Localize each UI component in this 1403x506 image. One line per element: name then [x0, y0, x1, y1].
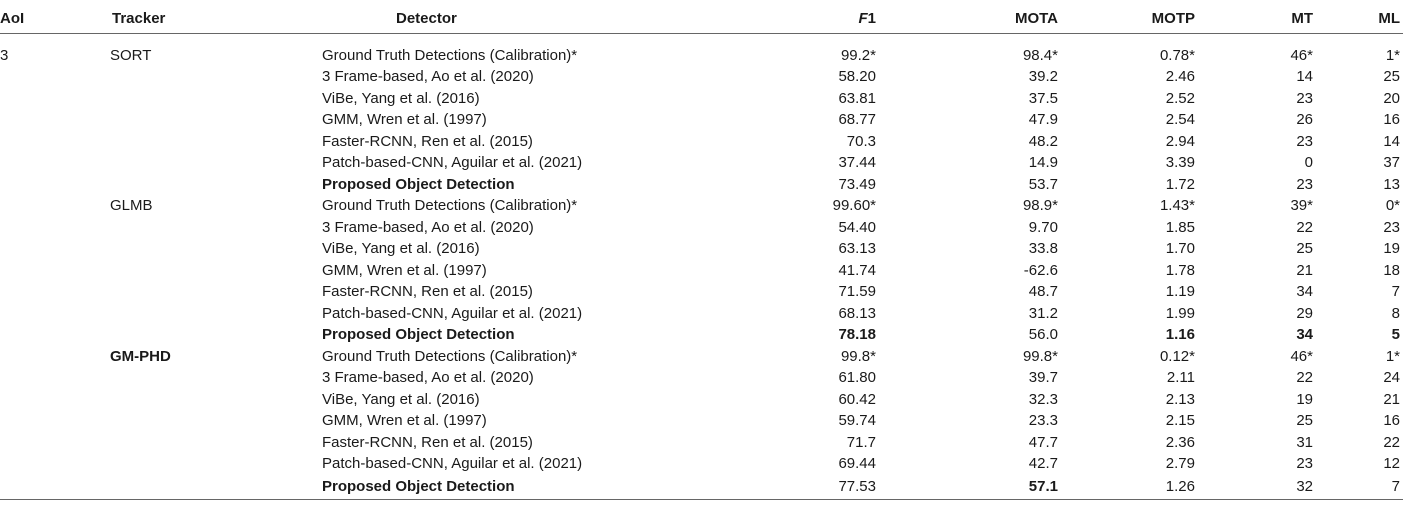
cell-motp: 2.79: [1165, 455, 1195, 473]
cell-mota: 31.2: [1028, 304, 1058, 322]
header-mota: MOTA: [908, 4, 1090, 34]
cell-ml: 12: [1383, 455, 1400, 473]
cell-f1: 41.74: [838, 261, 876, 279]
table-row: [0, 346, 1403, 368]
cell-f1: 63.81: [838, 89, 876, 107]
cell-detector: Ground Truth Detections (Calibration)*: [322, 46, 578, 64]
cell-mota: 48.2: [1028, 132, 1058, 150]
cell-tracker: SORT: [110, 46, 152, 64]
cell-detector: Patch-based-CNN, Aguilar et al. (2021): [322, 154, 583, 172]
cell-mota: 48.7: [1028, 283, 1058, 301]
cell-mt: 22: [1296, 218, 1313, 236]
table-row: [0, 324, 1403, 346]
cell-ml: 7: [1391, 283, 1400, 301]
cell-f1: 37.44: [838, 154, 876, 172]
cell-mota: 47.9: [1028, 111, 1058, 129]
table-row: [0, 217, 1403, 239]
cell-motp: 0.12*: [1159, 347, 1195, 365]
cell-ml: 8: [1391, 304, 1400, 322]
cell-mt: 46*: [1290, 46, 1313, 64]
cell-motp: 3.39: [1165, 154, 1195, 172]
cell-detector: Ground Truth Detections (Calibration)*: [322, 347, 578, 365]
cell-ml: 7: [1315, 475, 1403, 500]
cell-mt: 25: [1296, 412, 1313, 430]
cell-f1: 78.18: [838, 326, 876, 344]
cell-mota: 32.3: [1028, 390, 1058, 408]
cell-detector: Patch-based-CNN, Aguilar et al. (2021): [322, 304, 583, 322]
cell-motp: 1.19: [1165, 283, 1195, 301]
cell-mota: 98.4*: [1022, 46, 1058, 64]
cell-mt: 21: [1296, 261, 1313, 279]
cell-ml: 0*: [1385, 197, 1400, 215]
cell-mota: 14.9: [1028, 154, 1058, 172]
cell-f1: 71.59: [838, 283, 876, 301]
cell-detector: Faster-RCNN, Ren et al. (2015): [322, 433, 533, 451]
cell-ml: 20: [1383, 89, 1400, 107]
cell-detector: Faster-RCNN, Ren et al. (2015): [322, 283, 533, 301]
cell-f1: 73.49: [838, 175, 876, 193]
cell-f1: 68.13: [838, 304, 876, 322]
cell-detector: Proposed Object Detection: [322, 326, 515, 344]
cell-motp: 2.54: [1165, 111, 1195, 129]
cell-ml: 5: [1391, 326, 1400, 344]
cell-f1: 71.7: [846, 433, 876, 451]
cell-motp: 1.72: [1165, 175, 1195, 193]
cell-motp: 1.26: [1090, 475, 1198, 500]
table-row: [0, 303, 1403, 325]
cell-mt: 32: [1198, 475, 1315, 500]
cell-f1: 61.80: [838, 369, 876, 387]
header-f1-rest: 1: [867, 10, 876, 27]
header-tracker: Tracker: [52, 4, 270, 34]
cell-f1: 69.44: [838, 455, 876, 473]
cell-detector: Proposed Object Detection: [322, 175, 515, 193]
cell-f1: 58.20: [838, 68, 876, 86]
cell-mota: 23.3: [1028, 412, 1058, 430]
header-f1: [726, 4, 908, 34]
header-detector: Detector: [270, 4, 726, 34]
cell-mota: 53.7: [1028, 175, 1058, 193]
cell-motp: 1.99: [1165, 304, 1195, 322]
cell-mota: 57.1: [908, 475, 1090, 500]
cell-detector: Faster-RCNN, Ren et al. (2015): [322, 132, 533, 150]
cell-mota: 9.70: [1028, 218, 1058, 236]
header-f1-italic: F: [858, 10, 868, 27]
table-row: [0, 174, 1403, 196]
cell-detector: ViBe, Yang et al. (2016): [322, 390, 480, 408]
cell-mota: 39.2: [1028, 68, 1058, 86]
cell-motp: 2.52: [1165, 89, 1195, 107]
cell-f1: 99.8*: [840, 347, 876, 365]
cell-motp: 1.85: [1165, 218, 1195, 236]
cell-f1: 60.42: [838, 390, 876, 408]
cell-ml: 21: [1383, 390, 1400, 408]
cell-ml: 18: [1383, 261, 1400, 279]
cell-f1: 68.77: [838, 111, 876, 129]
cell-f1: 63.13: [838, 240, 876, 258]
cell-mt: 29: [1296, 304, 1313, 322]
cell-ml: 16: [1383, 412, 1400, 430]
cell-mt: 22: [1296, 369, 1313, 387]
cell-f1: 59.74: [838, 412, 876, 430]
table-row: [0, 453, 1403, 475]
cell-ml: 1*: [1385, 347, 1400, 365]
cell-ml: 13: [1383, 175, 1400, 193]
cell-mt: 23: [1296, 175, 1313, 193]
cell-detector: GMM, Wren et al. (1997): [322, 261, 487, 279]
cell-mt: 0: [1304, 154, 1313, 172]
cell-tracker: GLMB: [110, 197, 153, 215]
cell-ml: 24: [1383, 369, 1400, 387]
cell-f1: 70.3: [846, 132, 876, 150]
header-aoi: AoI: [0, 4, 52, 34]
cell-detector: 3 Frame-based, Ao et al. (2020): [322, 68, 534, 86]
cell-motp: 2.46: [1165, 68, 1195, 86]
table-row: [0, 66, 1403, 88]
cell-mt: 46*: [1290, 347, 1313, 365]
cell-ml: 22: [1383, 433, 1400, 451]
cell-motp: 2.94: [1165, 132, 1195, 150]
cell-mt: 14: [1296, 68, 1313, 86]
table-row: [0, 367, 1403, 389]
cell-mt: 39*: [1290, 197, 1313, 215]
results-table: [0, 4, 1403, 500]
table-row: [0, 152, 1403, 174]
cell-motp: 1.78: [1165, 261, 1195, 279]
cell-f1: 77.53: [726, 475, 908, 500]
cell-ml: 23: [1383, 218, 1400, 236]
cell-detector: Patch-based-CNN, Aguilar et al. (2021): [322, 455, 583, 473]
cell-ml: 19: [1383, 240, 1400, 258]
cell-f1: 54.40: [838, 218, 876, 236]
cell-motp: 2.13: [1165, 390, 1195, 408]
cell-motp: 1.70: [1165, 240, 1195, 258]
header-mt: MT: [1198, 4, 1315, 34]
table-row: [0, 238, 1403, 260]
cell-motp: 1.16: [1165, 326, 1195, 344]
cell-mt: 31: [1296, 433, 1313, 451]
table-row: [0, 410, 1403, 432]
cell-motp: 2.15: [1165, 412, 1195, 430]
cell-mota: 33.8: [1028, 240, 1058, 258]
cell-detector: 3 Frame-based, Ao et al. (2020): [322, 218, 534, 236]
cell-mota: -62.6: [1023, 261, 1058, 279]
table-row: [0, 131, 1403, 153]
cell-mota: 42.7: [1028, 455, 1058, 473]
cell-mota: 98.9*: [1022, 197, 1058, 215]
table-row: [0, 389, 1403, 411]
cell-mota: 56.0: [1028, 326, 1058, 344]
cell-motp: 0.78*: [1159, 46, 1195, 64]
cell-detector: GMM, Wren et al. (1997): [322, 111, 487, 129]
cell-mota: 39.7: [1028, 369, 1058, 387]
cell-mt: 34: [1296, 326, 1313, 344]
table-row: [0, 34, 1403, 67]
cell-detector: Proposed Object Detection: [270, 475, 726, 500]
cell-mt: 19: [1296, 390, 1313, 408]
cell-aoi: 3: [0, 46, 9, 64]
cell-detector: ViBe, Yang et al. (2016): [322, 240, 480, 258]
cell-ml: 37: [1383, 154, 1400, 172]
cell-ml: 16: [1383, 111, 1400, 129]
cell-ml: 1*: [1385, 46, 1400, 64]
cell-ml: 25: [1383, 68, 1400, 86]
cell-mt: 25: [1296, 240, 1313, 258]
table-row: [0, 195, 1403, 217]
table-row: [0, 432, 1403, 454]
table-body: [0, 34, 1403, 500]
cell-motp: 1.43*: [1159, 197, 1195, 215]
cell-ml: 14: [1383, 132, 1400, 150]
cell-detector: ViBe, Yang et al. (2016): [322, 89, 480, 107]
cell-mota: 99.8*: [1022, 347, 1058, 365]
cell-f1: 99.60*: [832, 197, 876, 215]
header-ml: ML: [1315, 4, 1403, 34]
cell-motp: 2.11: [1166, 369, 1195, 387]
table-row: [0, 260, 1403, 282]
cell-detector: GMM, Wren et al. (1997): [322, 412, 487, 430]
header-row: [0, 4, 1403, 34]
table-row: [0, 281, 1403, 303]
cell-mota: 47.7: [1028, 433, 1058, 451]
table-row: [0, 88, 1403, 110]
cell-mt: 23: [1296, 132, 1313, 150]
header-motp: MOTP: [1090, 4, 1198, 34]
cell-tracker: GM-PHD: [110, 347, 171, 365]
cell-motp: 2.36: [1165, 433, 1195, 451]
cell-f1: 99.2*: [840, 46, 876, 64]
cell-mt: 23: [1296, 89, 1313, 107]
cell-detector: 3 Frame-based, Ao et al. (2020): [322, 369, 534, 387]
cell-detector: Ground Truth Detections (Calibration)*: [322, 197, 578, 215]
cell-mt: 23: [1296, 455, 1313, 473]
table-row: [0, 109, 1403, 131]
table-row: [0, 475, 1403, 500]
cell-mt: 26: [1296, 111, 1313, 129]
cell-mt: 34: [1296, 283, 1313, 301]
cell-mota: 37.5: [1028, 89, 1058, 107]
